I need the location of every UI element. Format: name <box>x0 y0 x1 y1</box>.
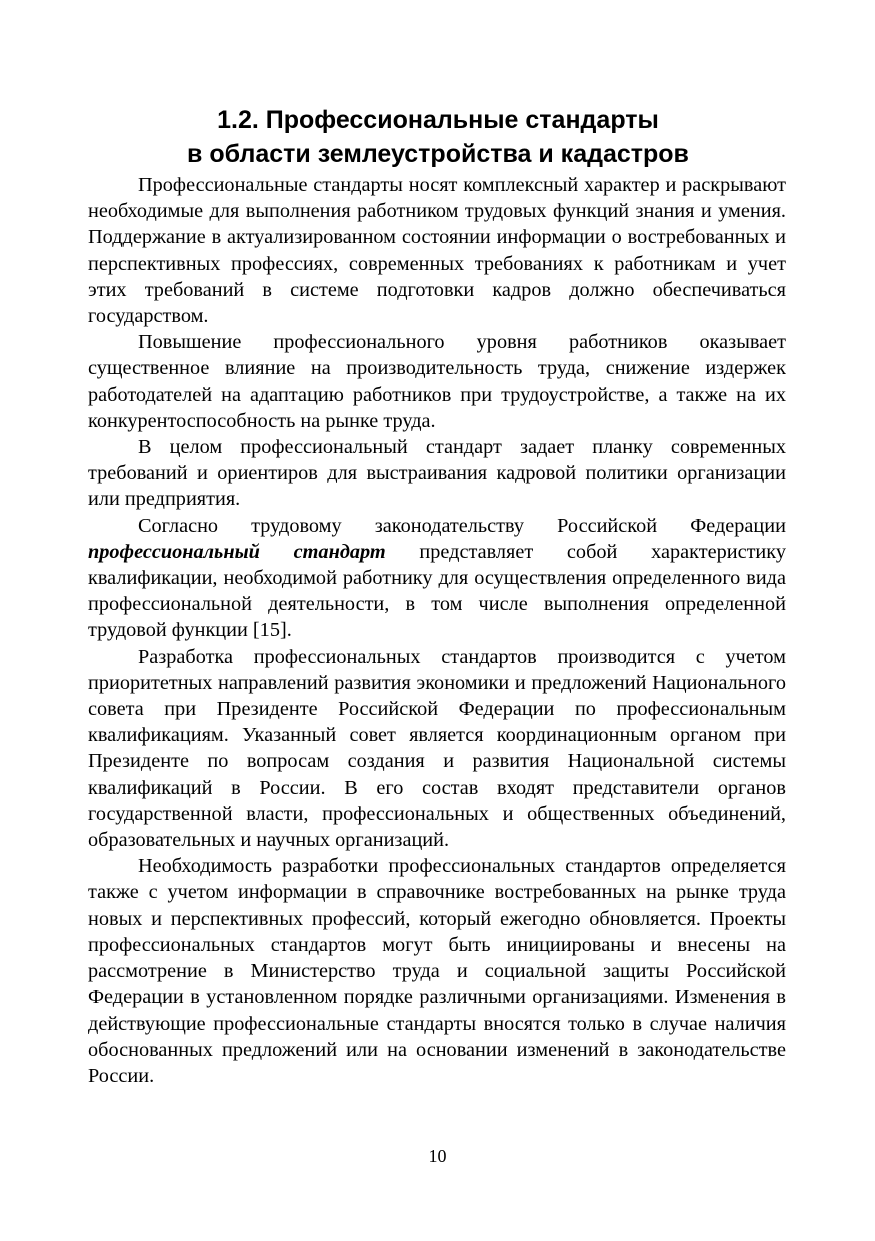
paragraph-1: Профессиональные стандарты носят комплексный характер и раскрывают необходимые для выполнения работником трудовых функций знания и умения. Поддержание в актуализированном состоянии информации о востребованных и перспективных профессиях, современных требованиях к работникам и учет этих требований в системе подготовки кадров должно обеспечиваться государством. <box>88 174 786 328</box>
section-heading-line-2: в области землеустройства и кадастров <box>187 139 689 168</box>
paragraph-4-definition: представляет собой характеристику квалификации, необходимой работнику для осуществления определенного вида профессиональной деятельности, в том числе выполнения определенной трудовой функции [15]. <box>88 540 786 642</box>
page-number: 10 <box>428 1146 447 1166</box>
section-heading-line-1: 1.2. Профессиональные стандарты <box>217 105 659 134</box>
section-heading <box>88 103 788 171</box>
paragraph-5: Разработка профессиональных стандартов производится с учетом приоритетных направлений развития экономики и предложений Национального совета при Президенте Российской Федерации по профессиональным квалификациям. Указанный совет является координационным органом при Президенте по вопросам создания и развития Национальной системы квалификаций в России. В его состав входят представители органов государственной власти, профессиональных и общественных объединений, образовательных и научных организаций. <box>88 645 786 852</box>
paragraph-2: Повышение профессионального уровня работников оказывает существенное влияние на производительность труда, снижение издержек работодателей на адаптацию работников при трудоустройстве, а также на их конкурентоспособность на рынке труда. <box>88 331 786 432</box>
paragraph-4-intro: Согласно трудовому законодательству Российской Федерации <box>138 514 786 537</box>
body-text <box>88 172 786 1089</box>
term-professional-standard: профессиональный стандарт <box>88 540 386 563</box>
paragraph-6: Необходимость разработки профессиональных стандартов определяется также с учетом информации в справочнике востребованных на рынке труда новых и перспективных профессий, который ежегодно обновляется. Проекты профессиональных стандартов могут быть инициированы и внесены на рассмотрение в Министерство труда и социальной защиты Российской Федерации в установленном порядке различными организациями. Изменения в действующие профессиональные стандарты вносятся только в случае наличия обоснованных предложений или на основании изменений в законодательстве России. <box>88 855 786 1087</box>
paragraph-4 <box>88 513 786 644</box>
paragraph-3: В целом профессиональный стандарт задает планку современных требований и ориентиров для выстраивания кадровой политики организации или предприятия. <box>88 436 786 511</box>
